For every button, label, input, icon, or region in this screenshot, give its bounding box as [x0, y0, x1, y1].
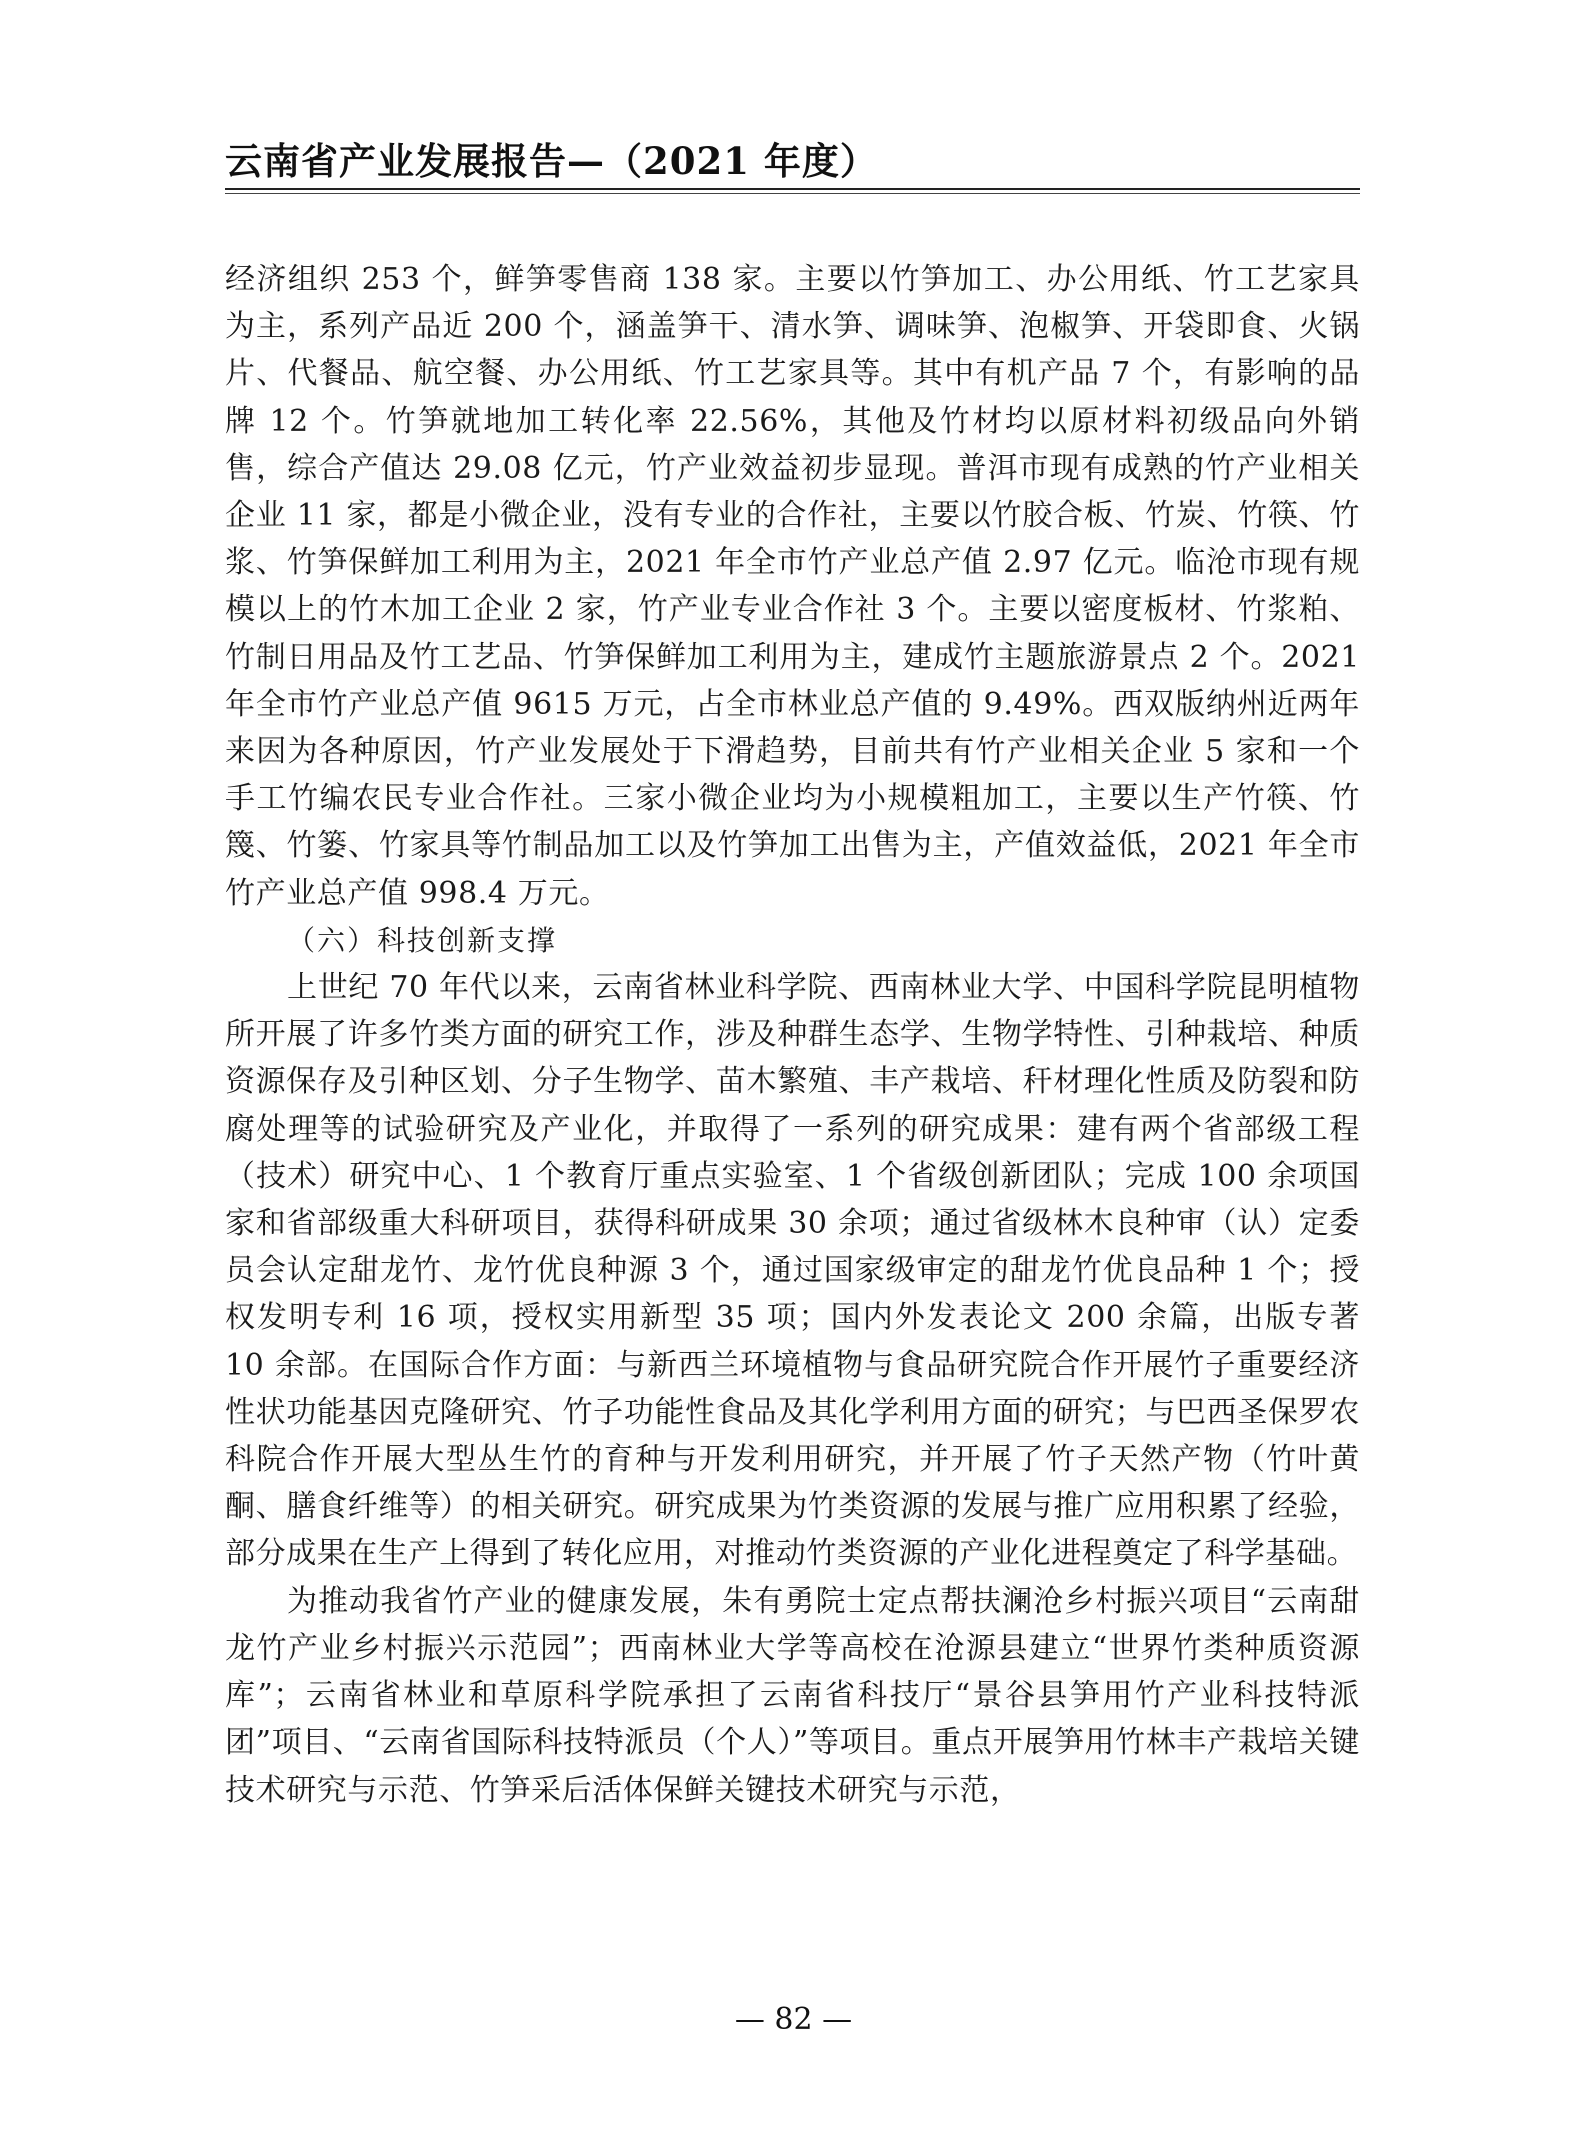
section-heading: （六）科技创新支撑 [287, 923, 558, 957]
paragraph-tech-innovation: 上世纪 70 年代以来，云南省林业科学院、西南林业大学、中国科学院昆明植物所开展了许多竹类方面的研究工作，涉及种群生态学、生物学特性、引种栽培、种质资源保存及引种区划、分子生物学、苗木繁殖、丰产栽培、秆材理化性质及防裂和防腐处理等的试验研究及产业化，并取得了一系列的研究成果：建有两个省部级工程（技术）研究中心、1 个教育厅重点实验室、1 个省级创新团队；完成 100 余项国家和省部级重大科研项目，获得科研成果 30 余项；通过省级林木良种审（认）定委员会认定甜龙竹、龙竹优良种源 3 个，通过国家级审定的甜龙竹优良品种 1 个；授权发明专利 16 项，授权实用新型 35 项；国内外发表论文 200 余篇，出版专著 10 余部。在国际合作方面：与新西兰环境植物与食品研究院合作开展竹子重要经济性状功能基因克隆研究、竹子功能性食品及其化学利用方面的研究；与巴西圣保罗农科院合作开展大型丛生竹的育种与开发利用研究，并开展了竹子天然产物（竹叶黄酮、膳食纤维等）的相关研究。研究成果为竹类资源的发展与推广应用积累了经验，部分成果在生产上得到了转化应用，对推动竹类资源的产业化进程奠定了科学基础。 [225, 970, 1360, 1572]
page-number: — 82 — [734, 2002, 853, 2037]
paragraph-continued: 经济组织 253 个，鲜笋零售商 138 家。主要以竹笋加工、办公用纸、竹工艺家具为主，系列产品近 200 个，涵盖笋干、清水笋、调味笋、泡椒笋、开袋即食、火锅片、代餐品、航空餐、办公用纸、竹工艺家具等。其中有机产品 7 个，有影响的品牌 12 个。竹笋就地加工转化率 22.56%，其他及竹材均以原材料初级品向外销售，综合产值达 29.08 亿元，竹产业效益初步显现。普洱市现有成熟的竹产业相关企业 11 家，都是小微企业，没有专业的合作社，主要以竹胶合板、竹炭、竹筷、竹浆、竹笋保鲜加工利用为主，2021 年全市竹产业总产值 2.97 亿元。临沧市现有规模以上的竹木加工企业 2 家，竹产业专业合作社 3 个。主要以密度板材、竹浆粕、竹制日用品及竹工艺品、竹笋保鲜加工利用为主，建成竹主题旅游景点 2 个。2021 年全市竹产业总产值 9615 万元，占全市林业总产值的 9.49%。西双版纳州近两年来因为各种原因，竹产业发展处于下滑趋势，目前共有竹产业相关企业 5 家和一个手工竹编农民专业合作社。三家小微企业均为小规模粗加工，主要以生产竹筷、竹篾、竹篓、竹家具等竹制品加工以及竹笋加工出售为主，产值效益低，2021 年全市竹产业总产值 998.4 万元。 [225, 262, 1360, 911]
header-rule-thin [225, 193, 1360, 194]
running-header-title: 云南省产业发展报告—（2021 年度） [225, 139, 878, 183]
body-text [225, 256, 1360, 1814]
paragraph-industry-promotion: 为推动我省竹产业的健康发展，朱有勇院士定点帮扶澜沧乡村振兴项目“云南甜龙竹产业乡村振兴示范园”；西南林业大学等高校在沧源县建立“世界竹类种质资源库”；云南省林业和草原科学院承担了云南省科技厅“景谷县笋用竹产业科技特派团”项目、“云南省国际科技特派员（个人）”等项目。重点开展笋用竹林丰产栽培关键技术研究与示范、竹笋采后活体保鲜关键技术研究与示范， [225, 1583, 1360, 1808]
header-rule [225, 188, 1360, 190]
